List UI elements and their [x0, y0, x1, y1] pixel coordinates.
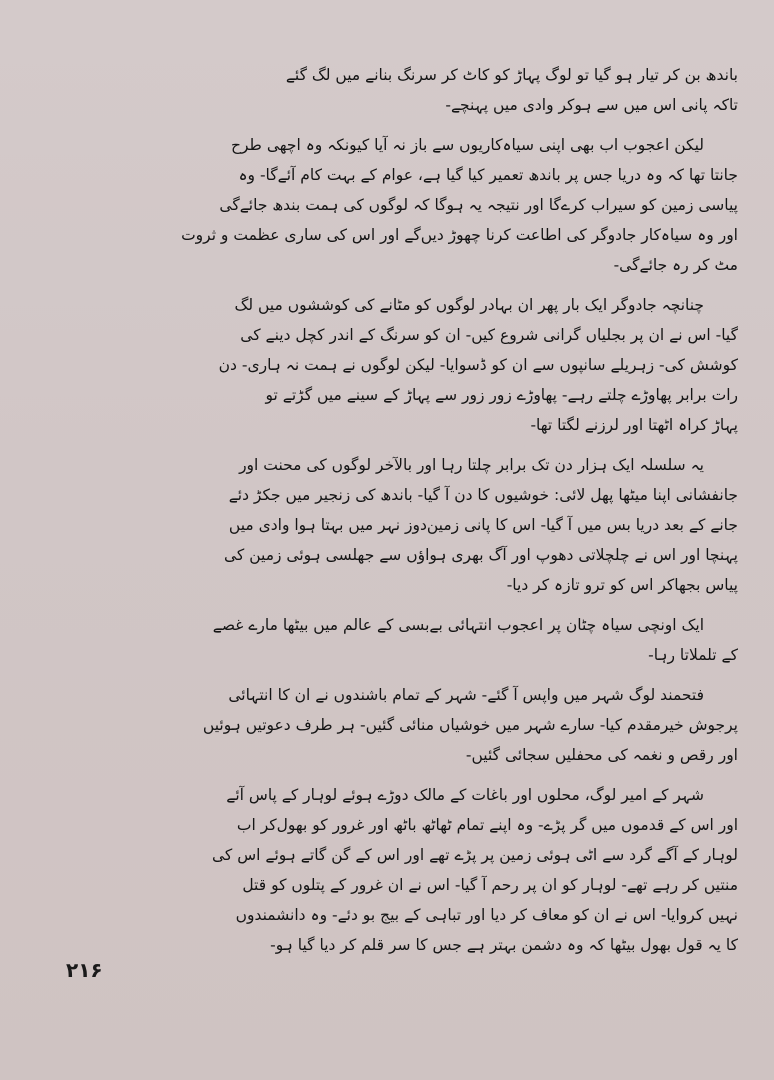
- text-line: پرجوش خیرمقدم کیا- سارے شہر میں خوشیاں منائی گئیں- ہر طرف دعوتیں ہوئیں: [202, 716, 738, 734]
- text-line: رات برابر پھاوڑے چلتے رہے- پھاوڑے زور زور سے پہاڑ کے سینے میں گڑتے تو: [265, 386, 738, 404]
- text-line: تاکہ پانی اس میں سے ہوکر وادی میں پہنچے-: [445, 96, 738, 114]
- paragraph-6: [40, 680, 738, 770]
- text-line: اور وہ سیاہ‌کار جادوگر کی اطاعت کرنا چھوڑ دیں‌گے اور اس کی ساری عظمت و ثروت: [181, 226, 738, 244]
- paragraph-4: [40, 450, 738, 600]
- text-line: جانفشانی اپنا میٹھا پھل لائی: خوشیوں کا دن آ گیا- باندھ کی زنجیر میں جکڑ دئے: [228, 486, 738, 504]
- text-line: مٹ کر رہ جائےگی-: [613, 256, 738, 274]
- text-line: کا یہ قول بھول بیٹھا کہ وہ دشمن بہتر ہے جس کا سر قلم کر دیا گیا ہو-: [270, 936, 738, 954]
- text-line: کے تلملاتا رہا-: [648, 646, 738, 664]
- body-text: [40, 60, 738, 970]
- text-line: جانتا تھا کہ وہ دریا جس پر باندھ تعمیر کیا گیا ہے، عوام کے بہت کام آئےگا- وہ: [238, 166, 738, 184]
- paragraph-1: [40, 60, 738, 120]
- text-line: پہاڑ کراہ اٹھتا اور لرزنے لگتا تھا-: [530, 416, 738, 434]
- text-line: چنانچہ جادوگر ایک بار پھر ان بہادر لوگوں کو مٹانے کی کوششوں میں لگ: [234, 296, 704, 314]
- text-line: پہنچا اور اس نے چلچلاتی دھوپ اور آگ بھری ہواؤں سے جھلسی ہوئی زمین کی: [224, 546, 738, 564]
- text-line: پیاس بجھاکر اس کو ترو تازہ کر دیا-: [506, 576, 738, 594]
- text-line: جانے کے بعد دریا بس میں آ گیا- اس کا پانی زمین‌دوز نہر میں بہتا ہوا وادی میں: [228, 516, 738, 534]
- paragraph-5: [40, 610, 738, 670]
- text-line: پیاسی زمین کو سیراب کرےگا اور نتیجہ یہ ہوگا کہ لوگوں کی ہمت بندھ جائےگی: [219, 196, 738, 214]
- text-line: نہیں کروایا- اس نے ان کو معاف کر دیا اور تباہی کے بیج بو دئے- وہ دانشمندوں: [235, 906, 738, 924]
- text-line: لوہار کے آگے گرد سے اٹی ہوئی زمین پر پڑے تھے اور اس کے گن گاتے ہوئے اس کی: [212, 846, 738, 864]
- text-line: منتیں کر رہے تھے- لوہار کو ان پر رحم آ گیا- اس نے ان غرور کے پتلوں کو قتل: [242, 876, 738, 894]
- text-line: شہر کے امیر لوگ، محلوں اور باغات کے مالک دوڑے ہوئے لوہار کے پاس آئے: [226, 786, 704, 804]
- paragraph-7: [40, 780, 738, 960]
- text-line: یہ سلسلہ ایک ہزار دن تک برابر چلتا رہا اور بالآخر لوگوں کی محنت اور: [239, 456, 704, 474]
- text-line: باندھ بن کر تیار ہو گیا تو لوگ پہاڑ کو کاٹ کر سرنگ بنانے میں لگ گئے: [285, 66, 738, 84]
- text-line: لیکن اعجوب اب بھی اپنی سیاہ‌کاریوں سے باز نہ آیا کیونکہ وہ اچھی طرح: [231, 136, 704, 154]
- text-line: اور اس کے قدموں میں گر پڑے- وہ اپنے تمام ٹھاٹھ باٹھ اور غرور کو بھول‌کر اب: [236, 816, 738, 834]
- text-line: کوشش کی- زہریلے سانپوں سے ان کو ڈسوایا- لیکن لوگوں نے ہمت نہ ہاری- دن: [218, 356, 738, 374]
- text-line: فتحمند لوگ شہر میں واپس آ گئے- شہر کے تمام باشندوں نے ان کا انتہائی: [228, 686, 704, 704]
- paragraph-2: [40, 130, 738, 280]
- text-line: گیا- اس نے ان پر بجلیاں گرانی شروع کیں- ان کو سرنگ کے اندر کچل دینے کی: [240, 326, 738, 344]
- paragraph-3: [40, 290, 738, 440]
- text-line: اور رقص و نغمہ کی محفلیں سجائی گئیں-: [465, 746, 738, 764]
- text-line: ایک اونچی سیاہ چٹان پر اعجوب انتہائی بےبسی کے عالم میں بیٹھا مارے غصے: [212, 616, 704, 634]
- page-number: ۲۱۶: [66, 958, 103, 982]
